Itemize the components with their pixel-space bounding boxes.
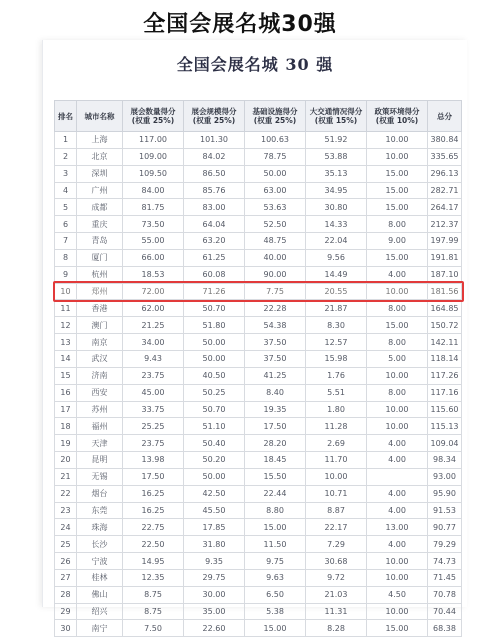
table-cell: 22 — [55, 485, 77, 502]
table-cell: 22.44 — [245, 485, 306, 502]
table-cell: 28.20 — [245, 435, 306, 452]
table-cell: 90.77 — [428, 519, 462, 536]
table-cell: 35.13 — [306, 165, 367, 182]
table-cell: 10.00 — [367, 553, 428, 570]
table-cell: 34.95 — [306, 182, 367, 199]
table-body — [55, 132, 462, 637]
table-cell: 50.00 — [184, 350, 245, 367]
column-header-label: 展会规模得分 — [191, 107, 237, 116]
table-cell: 117.16 — [428, 384, 462, 401]
table-cell: 20.55 — [306, 283, 367, 300]
table-cell: 17.50 — [245, 418, 306, 435]
table-cell: 10 — [55, 283, 77, 300]
table-cell: 22.50 — [123, 536, 184, 553]
table-cell: 14.49 — [306, 266, 367, 283]
table-cell: 12.57 — [306, 334, 367, 351]
table-cell: 51.10 — [184, 418, 245, 435]
table-cell: 21 — [55, 468, 77, 485]
table-cell: 74.73 — [428, 553, 462, 570]
table-cell: 54.38 — [245, 317, 306, 334]
table-cell: 23.75 — [123, 435, 184, 452]
table-row — [55, 435, 462, 452]
table-cell: 71.26 — [184, 283, 245, 300]
table-cell: 西安 — [77, 384, 123, 401]
table-cell: 10.00 — [367, 132, 428, 149]
table-cell: 15.00 — [367, 249, 428, 266]
table-cell: 深圳 — [77, 165, 123, 182]
table-cell: 天津 — [77, 435, 123, 452]
table-cell: 5.51 — [306, 384, 367, 401]
table-row — [55, 452, 462, 469]
table-row — [55, 350, 462, 367]
table-row — [55, 367, 462, 384]
table-cell: 10.00 — [367, 148, 428, 165]
table-cell: 83.00 — [184, 199, 245, 216]
table-cell: 7.50 — [123, 620, 184, 637]
table-cell: 10.00 — [306, 468, 367, 485]
column-header — [306, 101, 367, 132]
table-cell: 8.28 — [306, 620, 367, 637]
table-cell: 9.75 — [245, 553, 306, 570]
table-cell: 9 — [55, 266, 77, 283]
column-header — [428, 101, 462, 132]
table-cell: 84.02 — [184, 148, 245, 165]
table-cell: 8.40 — [245, 384, 306, 401]
table-cell: 19.35 — [245, 401, 306, 418]
table-cell: 15.00 — [367, 182, 428, 199]
table-row — [55, 199, 462, 216]
table-cell: 13.00 — [367, 519, 428, 536]
table-row — [55, 384, 462, 401]
table-cell: 22.28 — [245, 300, 306, 317]
table-cell: 164.85 — [428, 300, 462, 317]
table-cell: 杭州 — [77, 266, 123, 283]
table-cell: 41.25 — [245, 367, 306, 384]
table-cell: 84.00 — [123, 182, 184, 199]
column-header — [367, 101, 428, 132]
table-cell: 11.28 — [306, 418, 367, 435]
table-cell: 30.00 — [184, 586, 245, 603]
table-cell: 282.71 — [428, 182, 462, 199]
column-header-weight: (权重 25%) — [253, 116, 297, 125]
table-row — [55, 165, 462, 182]
table-cell: 51.92 — [306, 132, 367, 149]
table-cell: 86.50 — [184, 165, 245, 182]
table-cell: 16.25 — [123, 502, 184, 519]
table-cell: 52.50 — [245, 216, 306, 233]
table-cell: 30.80 — [306, 199, 367, 216]
table-cell: 66.00 — [123, 249, 184, 266]
table-cell: 115.60 — [428, 401, 462, 418]
table-cell: 澳门 — [77, 317, 123, 334]
table-row — [55, 586, 462, 603]
table-cell: 90.00 — [245, 266, 306, 283]
table-cell: 48.75 — [245, 233, 306, 250]
table-row — [55, 148, 462, 165]
table-cell: 78.75 — [245, 148, 306, 165]
table-cell: 187.10 — [428, 266, 462, 283]
table-cell: 25.25 — [123, 418, 184, 435]
table-cell: 烟台 — [77, 485, 123, 502]
table-row — [55, 334, 462, 351]
table-cell: 济南 — [77, 367, 123, 384]
table-cell: 1.76 — [306, 367, 367, 384]
table-cell: 9.56 — [306, 249, 367, 266]
table-cell: 40.00 — [245, 249, 306, 266]
column-header — [184, 101, 245, 132]
document-title: 全国会展名城 30 强 — [176, 55, 334, 74]
table-cell: 苏州 — [77, 401, 123, 418]
table-cell: 142.11 — [428, 334, 462, 351]
table-cell: 50.20 — [184, 452, 245, 469]
table-cell: 35.00 — [184, 603, 245, 620]
table-row — [55, 603, 462, 620]
table-cell: 18.53 — [123, 266, 184, 283]
table-cell: 27 — [55, 569, 77, 586]
table-cell: 37.50 — [245, 350, 306, 367]
table-cell: 东莞 — [77, 502, 123, 519]
table-row — [55, 249, 462, 266]
table-cell: 85.76 — [184, 182, 245, 199]
table-cell: 2.69 — [306, 435, 367, 452]
table-cell: 101.30 — [184, 132, 245, 149]
table-cell: 42.50 — [184, 485, 245, 502]
table-cell: 2 — [55, 148, 77, 165]
table-cell: 68.38 — [428, 620, 462, 637]
table-cell: 青岛 — [77, 233, 123, 250]
table-cell: 昆明 — [77, 452, 123, 469]
table-cell: 4 — [55, 182, 77, 199]
table-cell: 98.34 — [428, 452, 462, 469]
column-header-label: 基础设施得分 — [252, 107, 298, 116]
table-cell: 45.50 — [184, 502, 245, 519]
table-cell: 73.50 — [123, 216, 184, 233]
table-cell: 绍兴 — [77, 603, 123, 620]
table-cell: 91.53 — [428, 502, 462, 519]
table-cell: 14 — [55, 350, 77, 367]
table-cell: 63.00 — [245, 182, 306, 199]
table-header-row — [55, 101, 462, 132]
table-cell: 50.40 — [184, 435, 245, 452]
table-cell: 7.75 — [245, 283, 306, 300]
table-cell: 10.00 — [367, 367, 428, 384]
table-cell: 8.80 — [245, 502, 306, 519]
table-cell: 380.84 — [428, 132, 462, 149]
table-cell: 8.00 — [367, 216, 428, 233]
table-cell: 61.25 — [184, 249, 245, 266]
table-row — [55, 553, 462, 570]
table-cell: 53.63 — [245, 199, 306, 216]
column-header — [77, 101, 123, 132]
table-cell: 4.00 — [367, 435, 428, 452]
table-cell: 8.75 — [123, 603, 184, 620]
table-cell: 13 — [55, 334, 77, 351]
table-cell: 118.14 — [428, 350, 462, 367]
table-cell: 14.95 — [123, 553, 184, 570]
column-header-weight: (权重 25%) — [192, 116, 236, 125]
table-cell: 15.00 — [367, 620, 428, 637]
table-cell: 7 — [55, 233, 77, 250]
table-cell: 31.80 — [184, 536, 245, 553]
table-cell: 50.00 — [245, 165, 306, 182]
table-cell: 成都 — [77, 199, 123, 216]
table-cell: 4.00 — [367, 266, 428, 283]
table-cell: 9.63 — [245, 569, 306, 586]
table-cell: 宁波 — [77, 553, 123, 570]
table-row — [55, 620, 462, 637]
table-cell: 9.35 — [184, 553, 245, 570]
table-cell: 郑州 — [77, 283, 123, 300]
table-cell: 无锡 — [77, 468, 123, 485]
table-cell: 22.60 — [184, 620, 245, 637]
table-cell: 重庆 — [77, 216, 123, 233]
table-cell: 25 — [55, 536, 77, 553]
table-row — [55, 485, 462, 502]
table-cell: 8.00 — [367, 300, 428, 317]
table-cell: 1.80 — [306, 401, 367, 418]
table-row — [55, 569, 462, 586]
table-cell: 18 — [55, 418, 77, 435]
table-cell: 10.00 — [367, 603, 428, 620]
column-header-label: 总分 — [437, 111, 452, 121]
table-cell: 15.00 — [367, 199, 428, 216]
table-cell: 22.17 — [306, 519, 367, 536]
table-cell: 72.00 — [123, 283, 184, 300]
table-cell: 11.50 — [245, 536, 306, 553]
table-cell: 15 — [55, 367, 77, 384]
table-cell: 1 — [55, 132, 77, 149]
table-cell: 9.72 — [306, 569, 367, 586]
table-cell: 10.00 — [367, 569, 428, 586]
table-cell: 4.50 — [367, 586, 428, 603]
table-cell: 3 — [55, 165, 77, 182]
table-cell: 50.00 — [184, 468, 245, 485]
table-cell: 厦门 — [77, 249, 123, 266]
table-cell: 8.00 — [367, 334, 428, 351]
table-cell: 上海 — [77, 132, 123, 149]
table-cell: 15.00 — [245, 620, 306, 637]
table-cell: 11.70 — [306, 452, 367, 469]
table-cell: 8.30 — [306, 317, 367, 334]
table-cell: 34.00 — [123, 334, 184, 351]
table-cell: 197.99 — [428, 233, 462, 250]
table-cell: 4.00 — [367, 536, 428, 553]
table-cell: 珠海 — [77, 519, 123, 536]
table-cell: 60.08 — [184, 266, 245, 283]
table-cell: 北京 — [77, 148, 123, 165]
table-cell: 18.45 — [245, 452, 306, 469]
table-cell: 19 — [55, 435, 77, 452]
table-cell: 4.00 — [367, 502, 428, 519]
table-row — [55, 502, 462, 519]
table-header — [55, 101, 462, 132]
table-cell: 15.00 — [367, 165, 428, 182]
table-cell: 17.50 — [123, 468, 184, 485]
table-cell: 5.38 — [245, 603, 306, 620]
table-cell: 15.50 — [245, 468, 306, 485]
table-cell: 296.13 — [428, 165, 462, 182]
table-row — [55, 182, 462, 199]
table-cell: 100.63 — [245, 132, 306, 149]
column-header — [245, 101, 306, 132]
column-header-label: 展会数量得分 — [130, 107, 176, 116]
table-cell: 17 — [55, 401, 77, 418]
column-header-weight: (权重 25%) — [131, 116, 175, 125]
table-cell: 93.00 — [428, 468, 462, 485]
table-cell: 14.33 — [306, 216, 367, 233]
table-cell: 79.29 — [428, 536, 462, 553]
table-row — [55, 317, 462, 334]
table-cell: 5 — [55, 199, 77, 216]
table-cell: 13.98 — [123, 452, 184, 469]
table-cell: 武汉 — [77, 350, 123, 367]
table-cell: 191.81 — [428, 249, 462, 266]
table-cell: 16 — [55, 384, 77, 401]
table-cell: 109.04 — [428, 435, 462, 452]
table-cell: 9.43 — [123, 350, 184, 367]
table-cell: 12 — [55, 317, 77, 334]
table-cell — [367, 468, 428, 485]
table-cell: 181.56 — [428, 283, 462, 300]
table-cell: 21.87 — [306, 300, 367, 317]
table-cell: 南京 — [77, 334, 123, 351]
table-cell: 264.17 — [428, 199, 462, 216]
column-header-label: 政策环境得分 — [374, 107, 420, 116]
table-row — [55, 300, 462, 317]
table-cell: 28 — [55, 586, 77, 603]
table-cell: 109.50 — [123, 165, 184, 182]
table-cell: 15.98 — [306, 350, 367, 367]
table-cell: 22.75 — [123, 519, 184, 536]
table-cell: 70.78 — [428, 586, 462, 603]
table-cell: 佛山 — [77, 586, 123, 603]
table-row — [55, 216, 462, 233]
table-cell: 55.00 — [123, 233, 184, 250]
table-cell: 10.00 — [367, 418, 428, 435]
table-cell: 20 — [55, 452, 77, 469]
table-cell: 50.70 — [184, 300, 245, 317]
table-cell: 212.37 — [428, 216, 462, 233]
table-row — [55, 401, 462, 418]
table-cell: 4.00 — [367, 452, 428, 469]
table-row — [55, 233, 462, 250]
table-cell: 8.75 — [123, 586, 184, 603]
table-cell: 50.70 — [184, 401, 245, 418]
table-cell: 9.00 — [367, 233, 428, 250]
column-header-label: 城市名称 — [84, 111, 115, 121]
table-cell: 40.50 — [184, 367, 245, 384]
table-cell: 30.68 — [306, 553, 367, 570]
table-cell: 62.00 — [123, 300, 184, 317]
column-header-weight: (权重 15%) — [314, 116, 358, 125]
table-cell: 109.00 — [123, 148, 184, 165]
table-cell: 64.04 — [184, 216, 245, 233]
table-cell: 10.00 — [367, 401, 428, 418]
table-cell: 16.25 — [123, 485, 184, 502]
table-cell: 30 — [55, 620, 77, 637]
table-cell: 福州 — [77, 418, 123, 435]
table-cell: 10.00 — [367, 283, 428, 300]
table-cell: 23.75 — [123, 367, 184, 384]
table-cell: 95.90 — [428, 485, 462, 502]
table-cell: 4.00 — [367, 485, 428, 502]
column-header-label: 排名 — [58, 111, 73, 121]
table-cell: 117.26 — [428, 367, 462, 384]
table-cell: 11 — [55, 300, 77, 317]
page-headline: 全国会展名城30强 — [143, 11, 337, 37]
table-cell: 21.03 — [306, 586, 367, 603]
table-row — [55, 132, 462, 149]
table-cell: 6 — [55, 216, 77, 233]
table-cell: 53.88 — [306, 148, 367, 165]
table-cell: 45.00 — [123, 384, 184, 401]
table-row — [55, 468, 462, 485]
table-cell: 33.75 — [123, 401, 184, 418]
table-row — [55, 536, 462, 553]
table-cell: 24 — [55, 519, 77, 536]
table-cell: 29 — [55, 603, 77, 620]
table-cell: 17.85 — [184, 519, 245, 536]
table-cell: 7.29 — [306, 536, 367, 553]
table-cell: 长沙 — [77, 536, 123, 553]
table-cell: 15.00 — [367, 317, 428, 334]
table-cell: 63.20 — [184, 233, 245, 250]
table-cell: 8 — [55, 249, 77, 266]
table-cell: 50.25 — [184, 384, 245, 401]
table-cell: 香港 — [77, 300, 123, 317]
ranking-table — [54, 100, 462, 637]
table-cell: 23 — [55, 502, 77, 519]
table-cell: 115.13 — [428, 418, 462, 435]
table-cell: 南宁 — [77, 620, 123, 637]
table-cell: 37.50 — [245, 334, 306, 351]
table-cell: 71.45 — [428, 569, 462, 586]
table-cell: 81.75 — [123, 199, 184, 216]
table-cell: 10.71 — [306, 485, 367, 502]
table-cell: 11.31 — [306, 603, 367, 620]
table-cell: 29.75 — [184, 569, 245, 586]
table-cell: 5.00 — [367, 350, 428, 367]
table-cell: 21.25 — [123, 317, 184, 334]
table-cell: 15.00 — [245, 519, 306, 536]
table-cell: 8.00 — [367, 384, 428, 401]
table-cell: 广州 — [77, 182, 123, 199]
table-cell: 26 — [55, 553, 77, 570]
table-cell: 117.00 — [123, 132, 184, 149]
table-cell: 50.00 — [184, 334, 245, 351]
table-cell: 6.50 — [245, 586, 306, 603]
table-cell: 51.80 — [184, 317, 245, 334]
table-cell: 70.44 — [428, 603, 462, 620]
table-cell: 335.65 — [428, 148, 462, 165]
table-cell: 桂林 — [77, 569, 123, 586]
table-row — [55, 418, 462, 435]
highlight-box — [53, 281, 464, 302]
table-cell: 150.72 — [428, 317, 462, 334]
table-cell: 22.04 — [306, 233, 367, 250]
table-cell: 12.35 — [123, 569, 184, 586]
column-header-weight: (权重 10%) — [375, 116, 419, 125]
column-header — [123, 101, 184, 132]
table-row — [55, 519, 462, 536]
column-header-label: 大交通情况得分 — [309, 107, 363, 116]
table-cell: 8.87 — [306, 502, 367, 519]
column-header — [55, 101, 77, 132]
